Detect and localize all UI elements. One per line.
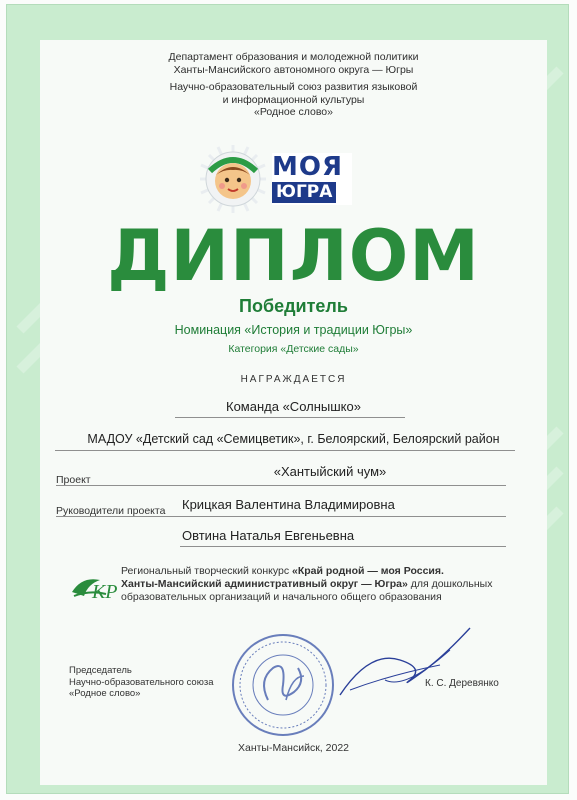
header-line-1: Департамент образования и молодежной политики (168, 51, 419, 63)
institution-underline (55, 450, 515, 451)
leader-2: Овтина Наталья Евгеньевна (182, 528, 355, 543)
handwritten-signature-icon (330, 620, 480, 710)
winner-subtitle: Победитель (239, 296, 348, 316)
contest-line3: образовательных организаций и начального общего образования (121, 591, 442, 603)
logo-box (272, 153, 352, 205)
header-line-4: и информационной культуры (222, 93, 365, 106)
place-year: Ханты-Мансийск, 2022 (237, 742, 349, 754)
nomination: Номинация «История и традиции Югры» (174, 323, 413, 337)
team-underline (175, 417, 405, 418)
project-label: Проект (56, 474, 91, 486)
team-name: Команда «Солнышко» (226, 399, 361, 414)
header (40, 51, 547, 119)
leader-1: Крицкая Валентина Владимировна (182, 497, 395, 512)
chair-line-1: Председатель (69, 665, 132, 676)
header-line-3: Научно-образовательный союз развития языковой (169, 81, 418, 93)
contest-line2-post: для дошкольных (407, 578, 493, 590)
project-underline (56, 485, 506, 486)
chair-line-2: Научно-образовательного союза (69, 676, 214, 688)
chair-line-3: «Родное слово» (69, 688, 141, 699)
contest-line1-bold: «Край родной — моя Россия. (292, 565, 444, 577)
contest-logo-icon (70, 570, 118, 604)
svg-text:КР: КР (92, 581, 118, 603)
signer-name: К. С. Деревянко (425, 678, 499, 689)
header-line-5: «Родное слово» (254, 106, 333, 118)
leader-1-underline (56, 516, 506, 517)
leader-2-underline (180, 546, 506, 547)
logo-word-1: МОЯ (272, 152, 343, 182)
award-label: НАГРАЖДАЕТСЯ (240, 374, 347, 385)
contest-line1-pre: Региональный творческий конкурс (121, 565, 292, 577)
official-stamp-icon (228, 630, 338, 740)
institution-name: МАДОУ «Детский сад «Семицветик», г. Белоярский, Белоярский район (87, 432, 500, 446)
contest-text (121, 565, 521, 604)
chair-block (69, 665, 213, 700)
contest-line2-bold: Ханты-Мансийский административный округ — Югра» (121, 578, 408, 590)
logo-word-2: ЮГРА (272, 182, 336, 203)
sun-face-logo-icon (198, 143, 268, 215)
leaders-label: Руководители проекта (56, 505, 166, 517)
category: Категория «Детские сады» (228, 343, 359, 355)
header-line-2: Ханты-Мансийского автономного округа — Югры (173, 63, 414, 76)
moya-yugra-logo (198, 143, 358, 215)
project-name: «Хантыйский чум» (273, 464, 387, 479)
diploma-title: ДИПЛОМ (107, 215, 480, 297)
